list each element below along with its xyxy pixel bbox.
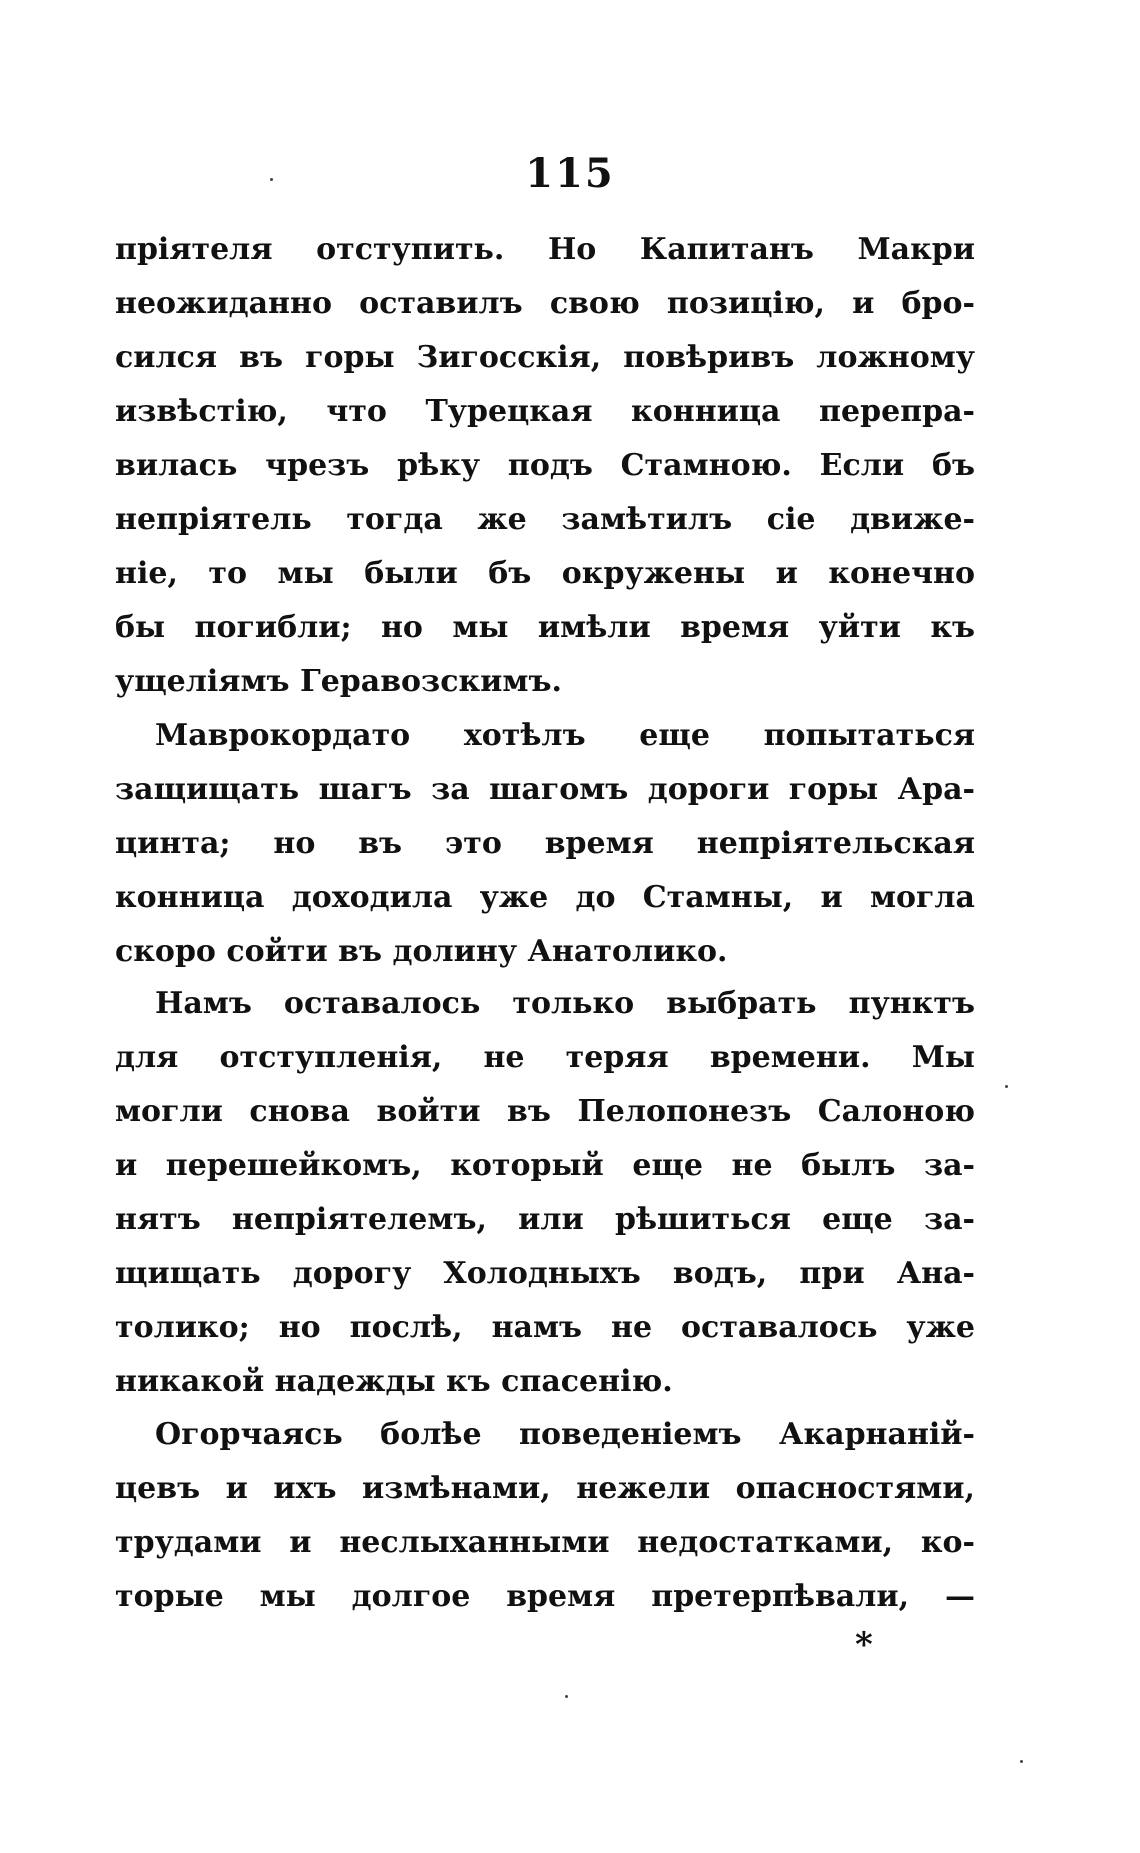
text-line: трудами и неслыханными недостатками, ко- (115, 1525, 975, 1560)
signature-mark: * (855, 1625, 873, 1665)
paragraph-1 (115, 223, 975, 709)
paragraph-4 (115, 1408, 975, 1624)
text-line: ніе, то мы были бъ окружены и конечно (115, 556, 975, 591)
text-line: толико; но послѣ, намъ не оставалось уже (115, 1310, 975, 1345)
text-line: непріятель тогда же замѣтилъ сіе движе- (115, 502, 975, 537)
paragraph-2 (115, 709, 975, 979)
text-line: Маврокордато хотѣлъ еще попытаться (155, 718, 975, 753)
text-line: для отступленія, не теряя времени. Мы (115, 1040, 975, 1075)
text-line: цинта; но въ это время непріятельская (115, 826, 975, 861)
text-line: защищать шагъ за шагомъ дороги горы Ара- (115, 772, 975, 807)
text-line: скоро сойти въ долину Анатолико. (115, 934, 728, 969)
text-line: сился въ горы Зигосскія, повѣривъ ложному (115, 340, 975, 375)
text-line: нятъ непріятелемъ, или рѣшиться еще за- (115, 1202, 975, 1237)
text-line: извѣстію, что Турецкая конница перепра- (115, 394, 975, 429)
text-line: и перешейкомъ, который еще не былъ за- (115, 1148, 975, 1183)
print-speck (270, 178, 273, 181)
page-number: 115 (525, 150, 615, 197)
paragraph-3 (115, 977, 975, 1409)
text-line: щищать дорогу Холодныхъ водъ, при Ана- (115, 1256, 975, 1291)
text-line: никакой надежды къ спасенію. (115, 1364, 673, 1399)
text-line: ущеліямъ Геравозскимъ. (115, 664, 562, 699)
print-speck (565, 1695, 568, 1698)
text-line: бы погибли; но мы имѣли время уйти къ (115, 610, 975, 645)
text-line: вилась чрезъ рѣку подъ Стамною. Если бъ (115, 448, 975, 483)
text-line: пріятеля отступить. Но Капитанъ Макри (115, 232, 975, 267)
text-line: могли снова войти въ Пелопонезъ Салоною (115, 1094, 975, 1129)
text-line: Намъ оставалось только выбрать пунктъ (155, 986, 975, 1021)
text-line: цевъ и ихъ измѣнами, нежели опасностями, (115, 1471, 975, 1506)
text-line: конница доходила уже до Стамны, и могла (115, 880, 975, 915)
text-line: неожиданно оставилъ свою позицію, и бро- (115, 286, 975, 321)
print-speck (1005, 1085, 1008, 1088)
text-line: Огорчаясь болѣе поведеніемъ Акарнаній- (155, 1417, 975, 1452)
text-line: торые мы долгое время претерпѣвали, — (115, 1579, 975, 1614)
print-speck (1020, 1760, 1023, 1763)
